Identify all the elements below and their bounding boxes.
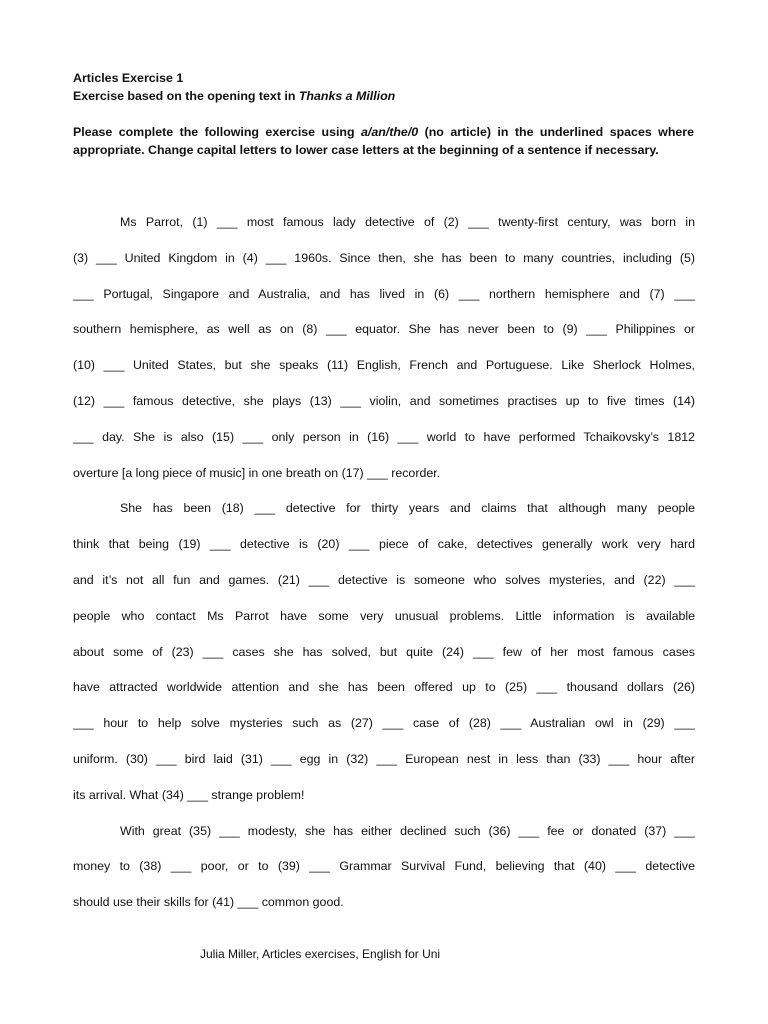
subtitle-prefix: Exercise based on the opening text in xyxy=(73,89,299,103)
passage-line: have attracted worldwide attention and she has been offered up to (25) ___ thousand dollars (26) xyxy=(73,680,695,695)
passage-line: should use their skills for (41) ___ common good. xyxy=(73,895,344,910)
passage-line: its arrival. What (34) ___ strange problem! xyxy=(73,787,305,802)
exercise-subtitle xyxy=(73,87,703,105)
passage-line: Ms Parrot, (1) ___ most famous lady detective of (2) ___ twenty-first century, was born in xyxy=(120,215,695,229)
passage-line: uniform. (30) ___ bird laid (31) ___ egg in (32) ___ European nest in less than (33) ___ hour after xyxy=(73,751,695,766)
instructions-part1: Please complete the following exercise using xyxy=(73,125,361,139)
passage-line: (3) ___ United Kingdom in (4) ___ 1960s. Since then, she has been to many countries, including (5) xyxy=(73,250,695,265)
exercise-instructions xyxy=(73,123,694,159)
passage-line: ___ hour to help solve mysteries such as (27) ___ case of (28) ___ Australian owl in (29) ___ xyxy=(73,716,695,731)
footer-credit: Julia Miller, Articles exercises, English for Uni xyxy=(200,947,441,961)
passage-line: about some of (23) ___ cases she has solved, but quite (24) ___ few of her most famous cases xyxy=(73,644,695,659)
passage-line: ___ day. She is also (15) ___ only person in (16) ___ world to have performed Tchaikovsky’s 1812 xyxy=(73,429,695,444)
passage-line: (12) ___ famous detective, she plays (13) ___ violin, and sometimes practises up to five times (14) xyxy=(73,393,695,408)
passage-line: With great (35) ___ modesty, she has either declined such (36) ___ fee or donated (37) ___ xyxy=(120,823,695,838)
instructions-part2: (no article) in the underlined spaces where appropriate. Change capital letters to lower case letters at the beginning of a sentence if necessary. xyxy=(73,125,694,157)
passage-line: think that being (19) ___ detective is (20) ___ piece of cake, detectives generally work very hard xyxy=(73,537,695,552)
passage-line: ___ Portugal, Singapore and Australia, and has lived in (6) ___ northern hemisphere and (7) ___ xyxy=(73,286,695,301)
exercise-passage xyxy=(73,205,695,921)
document-header xyxy=(73,69,703,105)
passage-line: southern hemisphere, as well as on (8) ___ equator. She has never been to (9) ___ Philippines or xyxy=(73,322,695,337)
passage-line: people who contact Ms Parrot have some very unusual problems. Little information is available xyxy=(73,608,695,623)
passage-line: overture [a long piece of music] in one breath on (17) ___ recorder. xyxy=(73,465,441,480)
exercise-title: Articles Exercise 1 xyxy=(73,71,184,85)
passage-line: money to (38) ___ poor, or to (39) ___ Grammar Survival Fund, believing that (40) ___ detective xyxy=(73,859,695,874)
article-options: a/an/the/0 xyxy=(361,125,419,139)
passage-line: (10) ___ United States, but she speaks (11) English, French and Portuguese. Like Sherlock Holmes, xyxy=(73,358,695,373)
passage-line: She has been (18) ___ detective for thirty years and claims that although many people xyxy=(120,501,695,516)
book-title: Thanks a Million xyxy=(298,89,396,103)
passage-line: and it’s not all fun and games. (21) ___ detective is someone who solves mysteries, and (22) ___ xyxy=(73,572,695,587)
